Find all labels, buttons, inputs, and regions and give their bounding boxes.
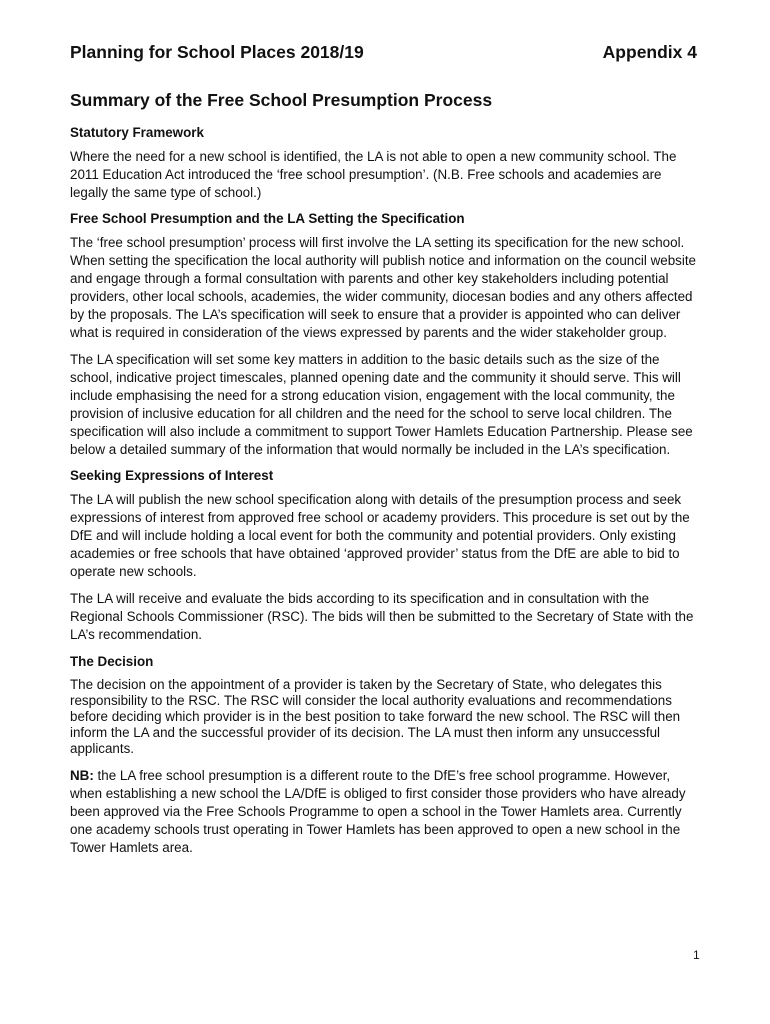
header-title: Planning for School Places 2018/19	[70, 42, 364, 62]
specification-paragraph-1: The ‘free school presumption’ process will first involve the LA setting its specification for the new school. When setting the specification the local authority will publish notice and information on the council website and engage through a formal consultation with parents and other key stakeholders including potential providers, other local schools, academies, the wider community, diocesan bodies and any others affected by the proposals. The LA’s specification will seek to ensure that a provider is appointed who can deliver what is required in consideration of the views expressed by parents and the wider stakeholder group.	[70, 235, 696, 340]
specification-paragraph-2: The LA specification will set some key matters in addition to the basic details such as the size of the school, indicative project timescales, planned opening date and the community it should serve. This will include emphasising the need for a strong education vision, engagement with the local community, the provision of inclusive education for all children and the need for the school to serve local children. The specification will also include a commitment to support Tower Hamlets Education Partnership. Please see below a detailed summary of the information that would normally be included in the LA’s specification.	[70, 352, 693, 457]
heading-expressions-of-interest: Seeking Expressions of Interest	[70, 468, 274, 483]
expressions-paragraph-2: The LA will receive and evaluate the bids according to its specification and in consultation with the Regional Schools Commissioner (RSC). The bids will then be submitted to the Secretary of State with the LA’s recommendation.	[70, 591, 694, 642]
expressions-paragraph-1: The LA will publish the new school specification along with details of the presumption process and seek expressions of interest from approved free school or academy providers. This procedure is set out by the DfE and will include holding a local event for both the community and potential providers. Only existing academies or free schools that have obtained ‘approved provider’ status from the DfE are able to bid to operate new schools.	[70, 492, 690, 579]
document-title: Summary of the Free School Presumption Process	[70, 90, 493, 110]
statutory-paragraph: Where the need for a new school is identified, the LA is not able to open a new community school. The 2011 Education Act introduced the ‘free school presumption’. (N.B. Free schools and academies are legally the same type of school.)	[70, 149, 677, 200]
page-header	[70, 42, 700, 68]
nb-paragraph	[70, 767, 700, 857]
document-page	[70, 42, 700, 857]
decision-paragraph: The decision on the appointment of a provider is taken by the Secretary of State, who delegates this responsibility to the RSC. The RSC will consider the local authority evaluations and recommendations before deciding which provider is in the best position to take forward the new school. The RSC will then inform the LA and the successful provider of its decision. The LA must then inform any unsuccessful applicants.	[70, 677, 681, 756]
nb-label: NB:	[70, 768, 94, 783]
page-number: 1	[693, 948, 700, 962]
heading-specification: Free School Presumption and the LA Setting the Specification	[70, 211, 465, 226]
heading-statutory-framework: Statutory Framework	[70, 125, 204, 140]
nb-text: the LA free school presumption is a different route to the DfE’s free school programme. However, when establishing a new school the LA/DfE is obliged to first consider those providers who have already been approved via the Free Schools Programme to open a school in the Tower Hamlets area. Currently one academy schools trust operating in Tower Hamlets has been approved to open a new school in the Tower Hamlets area.	[70, 768, 686, 855]
heading-the-decision: The Decision	[70, 654, 154, 669]
header-appendix: Appendix 4	[602, 42, 697, 62]
